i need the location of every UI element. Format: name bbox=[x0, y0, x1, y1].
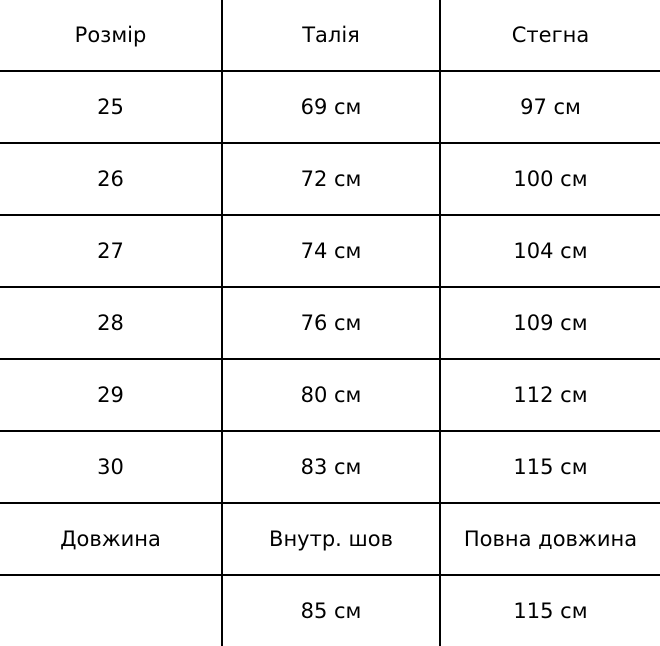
cell-length-empty bbox=[0, 575, 222, 646]
cell-waist: 72 см bbox=[222, 143, 440, 215]
cell-hips: 100 см bbox=[440, 143, 660, 215]
column-header-length: Довжина bbox=[0, 503, 222, 575]
cell-size: 28 bbox=[0, 287, 222, 359]
cell-size: 25 bbox=[0, 71, 222, 143]
column-header-full-length: Повна довжина bbox=[440, 503, 660, 575]
column-header-inseam: Внутр. шов bbox=[222, 503, 440, 575]
table-subheader-row bbox=[0, 503, 660, 575]
table-row bbox=[0, 71, 660, 143]
table-row bbox=[0, 575, 660, 646]
cell-hips: 97 см bbox=[440, 71, 660, 143]
table-row bbox=[0, 143, 660, 215]
cell-hips: 115 см bbox=[440, 431, 660, 503]
table-header-row bbox=[0, 0, 660, 71]
column-header-waist: Талія bbox=[222, 0, 440, 71]
cell-waist: 80 см bbox=[222, 359, 440, 431]
cell-waist: 74 см bbox=[222, 215, 440, 287]
cell-hips: 109 см bbox=[440, 287, 660, 359]
cell-waist: 76 см bbox=[222, 287, 440, 359]
cell-waist: 69 см bbox=[222, 71, 440, 143]
cell-size: 29 bbox=[0, 359, 222, 431]
column-header-hips: Стегна bbox=[440, 0, 660, 71]
table-row bbox=[0, 431, 660, 503]
table-row bbox=[0, 215, 660, 287]
cell-hips: 112 см bbox=[440, 359, 660, 431]
cell-size: 26 bbox=[0, 143, 222, 215]
cell-inseam: 85 см bbox=[222, 575, 440, 646]
column-header-size: Розмір bbox=[0, 0, 222, 71]
table-row bbox=[0, 359, 660, 431]
cell-size: 27 bbox=[0, 215, 222, 287]
cell-hips: 104 см bbox=[440, 215, 660, 287]
cell-size: 30 bbox=[0, 431, 222, 503]
table-row bbox=[0, 287, 660, 359]
cell-waist: 83 см bbox=[222, 431, 440, 503]
cell-full-length: 115 см bbox=[440, 575, 660, 646]
